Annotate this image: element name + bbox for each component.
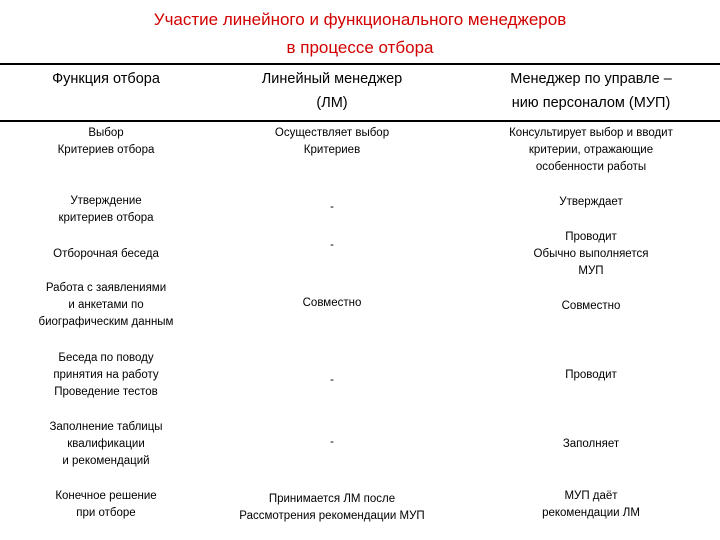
row-4-function <box>6 280 206 331</box>
header-lm-line: (ЛМ) <box>316 95 348 111</box>
cell-line: Принимается ЛМ после <box>268 493 396 505</box>
cell-line: Выбор <box>88 127 124 139</box>
row-7-lm <box>232 491 432 525</box>
cell-line: Заполняет <box>562 438 620 450</box>
cell-line: Проведение тестов <box>54 386 158 398</box>
cell-line: и рекомендаций <box>62 455 150 467</box>
page-title-line-1: Участие линейного и функционального менеджеров <box>153 10 567 29</box>
row-2-lm <box>232 199 432 216</box>
cell-line: Консультирует выбор и вводит <box>509 127 673 139</box>
cell-line: Обычно выполняется <box>533 248 649 260</box>
cell-line: критериев отбора <box>58 212 154 224</box>
cell-line: МУП даёт <box>564 490 618 502</box>
cell-line: Утверждение <box>70 195 142 207</box>
cell-line: при отборе <box>76 507 136 519</box>
cell-line: Осуществляет выбор <box>274 127 390 139</box>
row-5-lm <box>232 372 432 389</box>
row-6-mup <box>484 436 698 453</box>
cell-line: Конечное решение <box>55 490 157 502</box>
header-function <box>6 67 206 91</box>
cell-line: принятия на работу <box>53 369 159 381</box>
cell-line: - <box>330 239 334 251</box>
header-line-manager <box>232 67 432 115</box>
row-3-function <box>6 246 206 263</box>
row-6-function <box>6 419 206 470</box>
header-mup-line: нию персоналом (МУП) <box>511 95 671 111</box>
row-1-function <box>6 125 206 159</box>
row-1-lm <box>232 125 432 159</box>
cell-line: биографическим данным <box>38 316 174 328</box>
cell-line: Утверждает <box>559 196 623 208</box>
row-7-function <box>6 488 206 522</box>
header-mup-line: Менеджер по управле – <box>510 71 672 87</box>
cell-line: - <box>330 201 334 213</box>
cell-line: Заполнение таблицы <box>49 421 163 433</box>
cell-line: Проводит <box>565 231 617 243</box>
cell-line: - <box>330 374 334 386</box>
row-4-mup <box>484 298 698 315</box>
cell-line: Рассмотрения рекомендации МУП <box>239 510 425 522</box>
page-title-line-2: в процессе отбора <box>286 38 434 57</box>
cell-line: квалификации <box>67 438 145 450</box>
row-2-function <box>6 193 206 227</box>
cell-line: и анкетами по <box>68 299 144 311</box>
header-hr-manager <box>484 67 698 115</box>
cell-line: Критериев отбора <box>57 144 155 156</box>
cell-line: Совместно <box>561 300 621 312</box>
row-4-lm <box>232 295 432 312</box>
cell-line: Работа с заявлениями <box>45 282 167 294</box>
cell-line: МУП <box>578 265 604 277</box>
header-top-rule <box>0 63 720 65</box>
row-3-mup <box>484 229 698 280</box>
row-6-lm <box>232 434 432 451</box>
cell-line: Совместно <box>302 297 362 309</box>
row-2-mup <box>484 194 698 211</box>
row-5-function <box>6 350 206 401</box>
cell-line: Критериев <box>303 144 361 156</box>
cell-line: Отборочная беседа <box>53 248 159 260</box>
cell-line: Проводит <box>565 369 617 381</box>
row-3-lm <box>232 237 432 254</box>
header-function-line: Функция отбора <box>52 71 160 87</box>
cell-line: Беседа по поводу <box>58 352 154 364</box>
header-bottom-rule <box>0 120 720 122</box>
cell-line: особенности работы <box>535 161 647 173</box>
cell-line: - <box>330 436 334 448</box>
row-5-mup <box>484 367 698 384</box>
cell-line: критерии, отражающие <box>528 144 654 156</box>
row-1-mup <box>484 125 698 176</box>
row-7-mup <box>484 488 698 522</box>
header-lm-line: Линейный менеджер <box>261 71 403 87</box>
cell-line: рекомендации ЛМ <box>542 507 640 519</box>
